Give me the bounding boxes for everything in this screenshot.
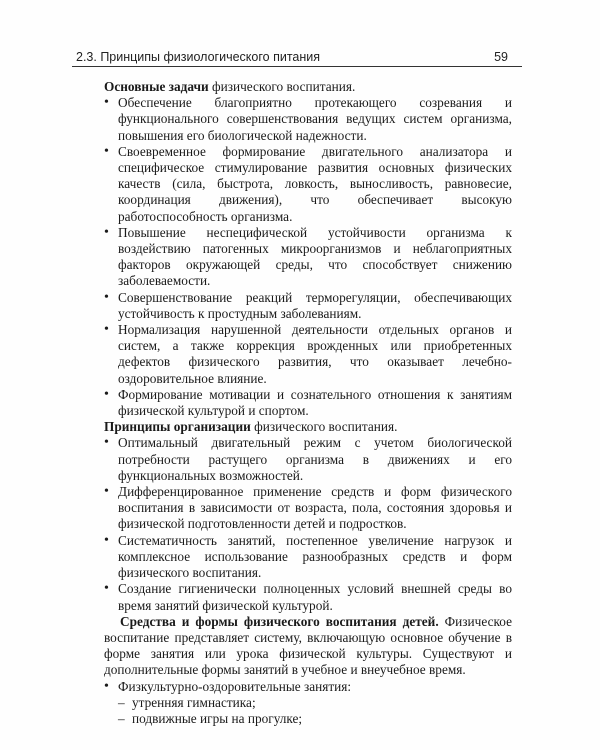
means-paragraph [104, 614, 512, 679]
list-item: • Совершенствование реакций терморегуляции, обеспечивающих устойчивость к простудным заболеваниям. [104, 290, 512, 322]
page-number: 59 [494, 50, 508, 64]
list-item: • Систематичность занятий, постепенное увеличение нагрузок и комплексное использование разнообразных средств и форм физического воспитания. [104, 533, 512, 582]
list-item: • Обеспечение благоприятно протекающего созревания и функционального совершенствования ведущих систем организма, повышения его биологической надежности. [104, 95, 512, 144]
page-body [104, 79, 512, 727]
list-item: • Физкультурно-оздоровительные занятия: [104, 679, 512, 695]
running-head [72, 44, 522, 68]
principles-heading [104, 419, 512, 435]
means-heading-bold: Средства и формы физического воспитания детей. [120, 613, 439, 629]
principles-heading-rest: физического воспитания. [250, 419, 398, 435]
means-list [104, 679, 512, 695]
header-rule [72, 66, 522, 67]
sublist-item: – утренняя гимнастика; [118, 695, 512, 711]
tasks-list [104, 95, 512, 419]
list-item: • Формирование мотивации и сознательного отношения к занятиям физической культурой и спортом. [104, 387, 512, 419]
principles-list [104, 435, 512, 613]
tasks-heading-rest: физического воспитания. [208, 79, 356, 94]
list-item: • Дифференцированное применение средств и форм физического воспитания в зависимости от возраста, пола, состояния здоровья и физической подготовленности детей и подростков. [104, 484, 512, 533]
list-item: • Создание гигиенически полноценных условий внешней среды во время занятий физической культурой. [104, 581, 512, 613]
list-item: • Нормализация нарушенной деятельности отдельных органов и систем, а также коррекция врожденных или приобретенных дефектов физического развития, что оказывает лечебно-оздоровительное влияние. [104, 322, 512, 387]
list-item: • Своевременное формирование двигательного анализатора и специфическое стимулирование развития основных физических качеств (сила, быстрота, ловкость, выносливость, равновесие, координация движения), что обеспечивает высокую работоспособность организма. [104, 144, 512, 225]
means-sublist [104, 695, 512, 727]
tasks-heading-bold: Основные задачи [104, 79, 209, 94]
tasks-heading [104, 79, 512, 95]
list-item: • Повышение неспецифической устойчивости организма к воздействию патогенных микроорганизмов и неблагоприятных факторов окружающей среды, что способствует снижению заболеваемости. [104, 225, 512, 290]
list-item: • Оптимальный двигательный режим с учетом биологической потребности растущего организма в движениях и его функциональных возможностей. [104, 435, 512, 484]
sublist-item: – подвижные игры на прогулке; [118, 711, 512, 727]
principles-heading-bold: Принципы организации [104, 419, 251, 435]
means-text: Физическое воспитание представляет систему, включающую основное обучение в форме занятия или урока физической культуры. Существуют и дополнительные формы занятий в учебное и внеучебное время. [104, 613, 512, 678]
section-title: 2.3. Принципы физиологического питания [76, 50, 321, 64]
